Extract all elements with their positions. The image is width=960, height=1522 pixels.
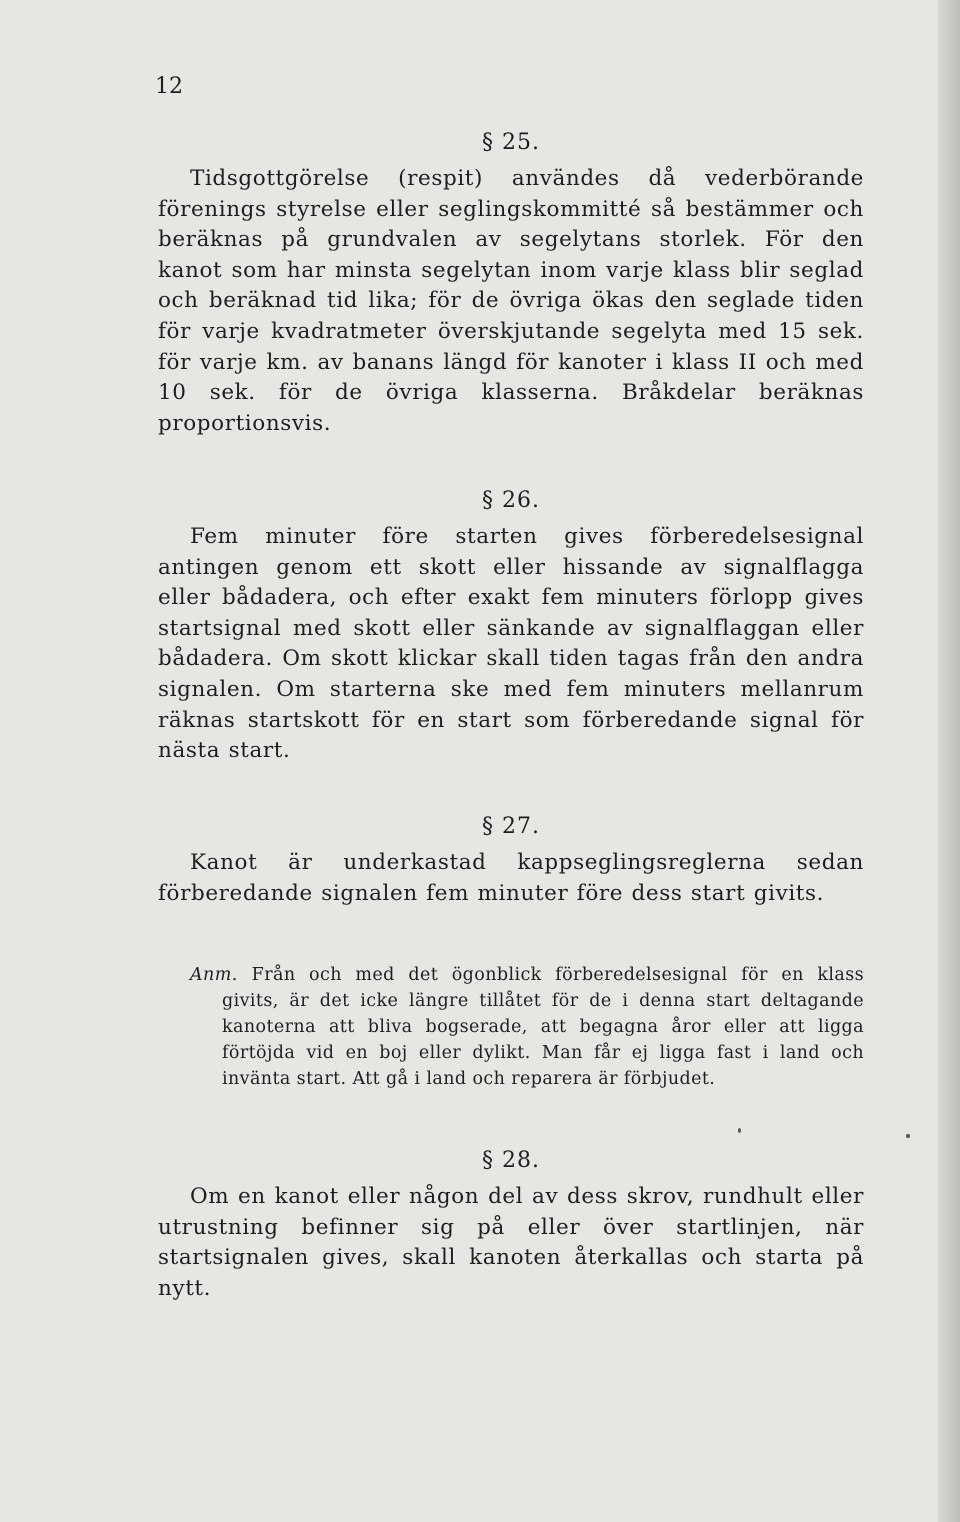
section-heading: § 27.	[482, 814, 540, 839]
page-number: 12	[155, 74, 183, 99]
print-speck	[906, 1134, 910, 1138]
section-25	[158, 128, 864, 439]
section-heading: § 28.	[482, 1148, 540, 1173]
section-26	[158, 486, 864, 767]
section-heading: § 25.	[482, 130, 540, 155]
section-27	[158, 812, 864, 909]
note-text: Från och med det ögonblick förberedelsesignal för en klass givits, är det icke längre tillåtet för de i denna start deltagande kanoterna att bliva bogserade, att begagna åror eller att ligga förtöjda vid en boj eller dylikt. Man får ej ligga fast i land och invänta start. Att gå i land och reparera är förbjudet.	[222, 965, 864, 1089]
section-28	[158, 1146, 864, 1304]
section-text: Tidsgottgörelse (respit) användes då vederbörande förenings styrelse eller seglingskommitté så bestämmer och beräknas på grundvalen av segelytans storlek. För den kanot som har minsta segelytan inom varje klass blir seglad och beräknad tid lika; för de övriga ökas den seglade tiden för varje kvadratmeter överskjutande segelyta med 15 sek. för varje km. av banans längd för kanoter i klass II och med 10 sek. för de övriga klasserna. Bråkdelar beräknas proportionsvis.	[158, 166, 864, 436]
section-text: Fem minuter före starten gives förberedelsesignal antingen genom ett skott eller hissande av signalflagga eller bådadera, och efter exakt fem minuters förlopp gives startsignal med skott eller sänkande av signalflaggan eller bådadera. Om skott klickar skall tiden tagas från den andra signalen. Om starterna ske med fem minuters mellanrum räknas startskott för en start som förberedande signal för nästa start.	[158, 524, 864, 764]
note-label: Anm.	[190, 965, 238, 985]
annotation-note	[190, 962, 864, 1092]
section-heading: § 26.	[482, 488, 540, 513]
print-speck	[738, 1128, 741, 1133]
page-edge-shadow	[938, 0, 960, 1522]
section-text: Kanot är underkastad kappseglingsreglerna sedan förberedande signalen fem minuter före dess start givits.	[158, 850, 864, 906]
section-text: Om en kanot eller någon del av dess skrov, rundhult eller utrustning befinner sig på eller över startlinjen, när startsignalen gives, skall kanoten återkallas och starta på nytt.	[158, 1184, 864, 1301]
